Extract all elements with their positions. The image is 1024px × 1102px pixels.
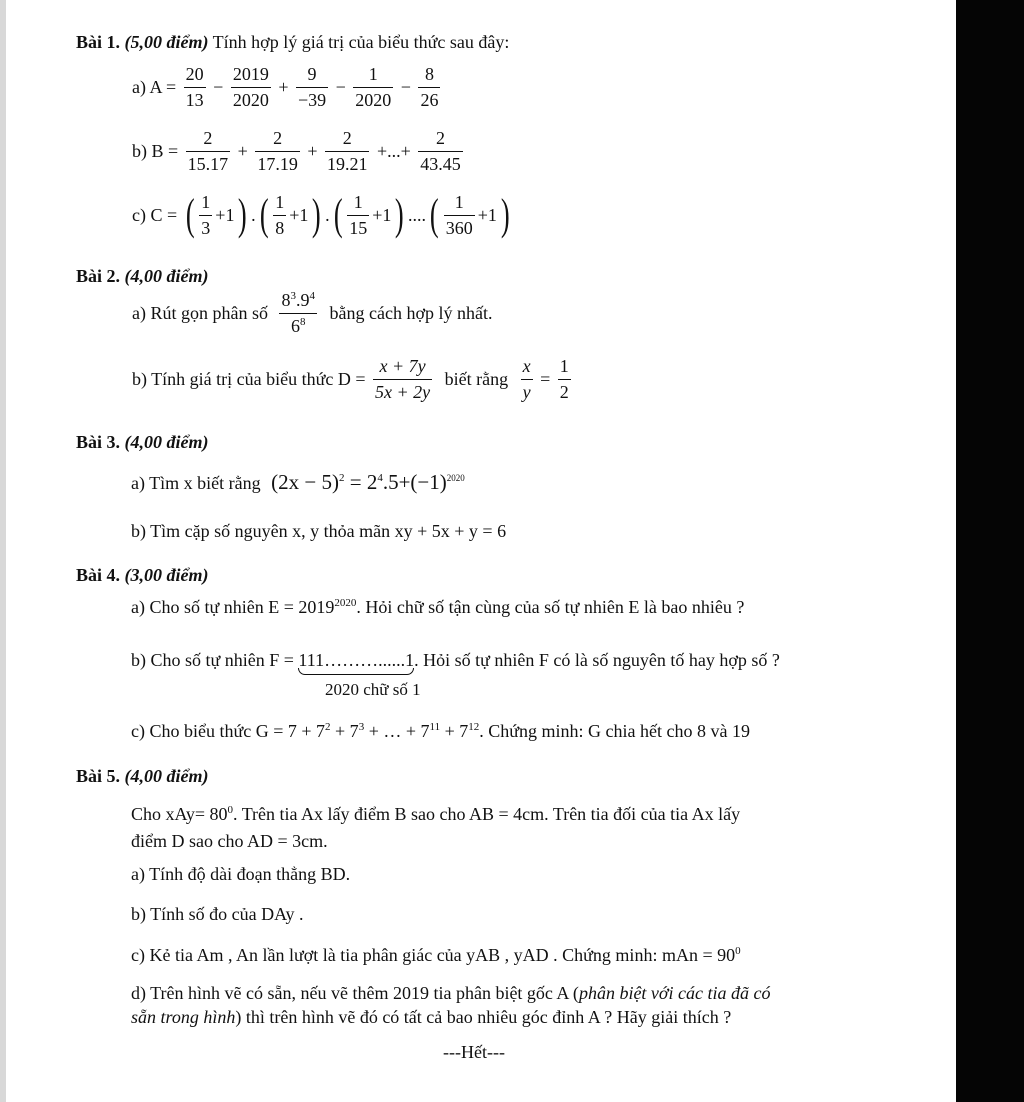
bai1-points: (5,00 điểm) <box>124 32 209 52</box>
bai5-c: c) Kẻ tia Am , An lần lượt là tia phân giác của yAB , yAD . Chứng minh: mAn = $90^0$ <box>131 945 741 965</box>
op: − <box>400 77 411 98</box>
bai1-text: Tính hợp lý giá trị của biểu thức sau đây: <box>208 32 510 52</box>
frac: $\frac{1}{3}$ <box>201 192 211 238</box>
op: − <box>335 77 346 98</box>
frac: $\frac{1}{2}$ <box>559 356 569 402</box>
bai1-b-label: b) B = <box>132 141 179 162</box>
bai1-title: Bài 1. <box>76 32 121 52</box>
op: + <box>237 141 248 162</box>
op: +...+ <box>376 141 411 162</box>
bai1-b <box>131 128 465 174</box>
bai5-a: a) Tính độ dài đoạn thẳng BD. <box>131 864 351 884</box>
bai5-heading <box>76 767 209 785</box>
frac: $\frac{2}{17.19}$ <box>257 128 298 174</box>
bai5-title: Bài 5. <box>76 766 121 786</box>
bai4-heading <box>76 566 209 584</box>
bai1-a-label: a) A = <box>132 77 177 98</box>
left-edge <box>0 0 6 1102</box>
bai3-heading <box>76 433 209 451</box>
bai2-a: a) Rút gọn phân số $\frac{8^3.9^4}{6^8}$ bằng cách hợp lý nhất. <box>132 290 493 336</box>
bai4-points: (3,00 điểm) <box>124 565 209 585</box>
frac: $\frac{1}{2020}$ <box>355 64 392 110</box>
bai4-b: b) Cho số tự nhiên F = 111………......1. Hỏi số tự nhiên F có là số nguyên tố hay hợp số ? <box>131 650 780 670</box>
op: + <box>278 77 289 98</box>
bai3-points: (4,00 điểm) <box>124 432 209 452</box>
bai3-b: b) Tìm cặp số nguyên x, y thỏa mãn xy + 5x + y = 6 <box>131 521 507 541</box>
frac: $\frac{1}{15}$ <box>349 192 368 238</box>
frac: $\frac{8}{26}$ <box>420 64 439 110</box>
frac: $\frac{1}{8}$ <box>275 192 285 238</box>
bai2-b: b) Tính giá trị của biểu thức D = $\frac{x + 7y}{5x + 2y}$ biết rằng $\frac{x}{y}$ = $\frac{1}{2}$ <box>132 356 569 402</box>
bai4-b-underlabel: 2020 chữ số 1 <box>325 680 421 699</box>
frac: $\frac{2}{15.17}$ <box>187 128 229 174</box>
bai1-a <box>131 64 442 110</box>
bai5-points: (4,00 điểm) <box>124 766 209 786</box>
bai3-a: a) Tìm x biết rằng $(2x - 5)^2 = 2^4.5+(-1)^{2020}$ <box>131 470 465 494</box>
bai5-line1: Cho $xAy= 80^0$. Trên tia Ax lấy điểm B sao cho AB = 4cm. Trên tia đối của tia Ax lấy <box>131 804 741 824</box>
frac: $\frac{2}{19.21}$ <box>326 128 368 174</box>
frac: $\frac{1}{360}$ <box>445 192 473 238</box>
bai2-title: Bài 2. <box>76 266 121 286</box>
bai3-title: Bài 3. <box>76 432 121 452</box>
op: − <box>213 77 224 98</box>
bai2-points: (4,00 điểm) <box>124 266 209 286</box>
bai2-heading <box>76 267 209 285</box>
bai1-c: c) C = ( $\frac{1}{3}$ +1) .( $\frac{1}{8}$ +1) .( $\frac{1}{15}$ +1) ....( $\frac{1}{360}$ +1) <box>132 190 510 240</box>
bai5-line2: điểm D sao cho AD = 3cm. <box>131 831 328 851</box>
right-black-border <box>956 0 1024 1102</box>
frac: $\frac{2019}{2020}$ <box>232 64 269 110</box>
bai5-d2: sẵn trong hình) thì trên hình vẽ đó có tất cả bao nhiêu góc đỉnh A ? Hãy giải thích ? <box>131 1007 732 1027</box>
bai4-a: a) Cho số tự nhiên $E = 2019^{2020}$. Hỏi chữ số tận cùng của số tự nhiên E là bao nhiêu ? <box>131 597 745 617</box>
bai1-c-label: c) C = <box>132 205 178 226</box>
bai1-heading <box>76 33 509 51</box>
frac: $\frac{20}{13}$ <box>185 64 204 110</box>
frac: $\frac{2}{43.45}$ <box>420 128 461 174</box>
bai5-b: b) Tính số đo của DAy . <box>131 904 304 924</box>
bai4-title: Bài 4. <box>76 565 121 585</box>
frac: $\frac{x}{y}$ <box>522 356 531 402</box>
op: + <box>307 141 318 162</box>
bai4-c: c) Cho biểu thức $G = 7 + 7^2 + 7^3$ + … + $7^{11} + 7^{12}$. Chứng minh: G chia hết cho 8 và 19 <box>131 721 750 741</box>
frac: $\frac{x + 7y}{5x + 2y}$ <box>375 356 431 402</box>
frac: $\frac{9}{-39}$ <box>297 64 327 110</box>
underbrace: 111………......1 <box>298 650 415 670</box>
bai5-d1: d) Trên hình vẽ có sẵn, nếu vẽ thêm 2019 tia phân biệt gốc A (phân biệt với các tia đã có <box>131 983 771 1003</box>
end-marker: ---Hết--- <box>443 1042 505 1062</box>
frac: $\frac{8^3.9^4}{6^8}$ <box>281 290 315 336</box>
